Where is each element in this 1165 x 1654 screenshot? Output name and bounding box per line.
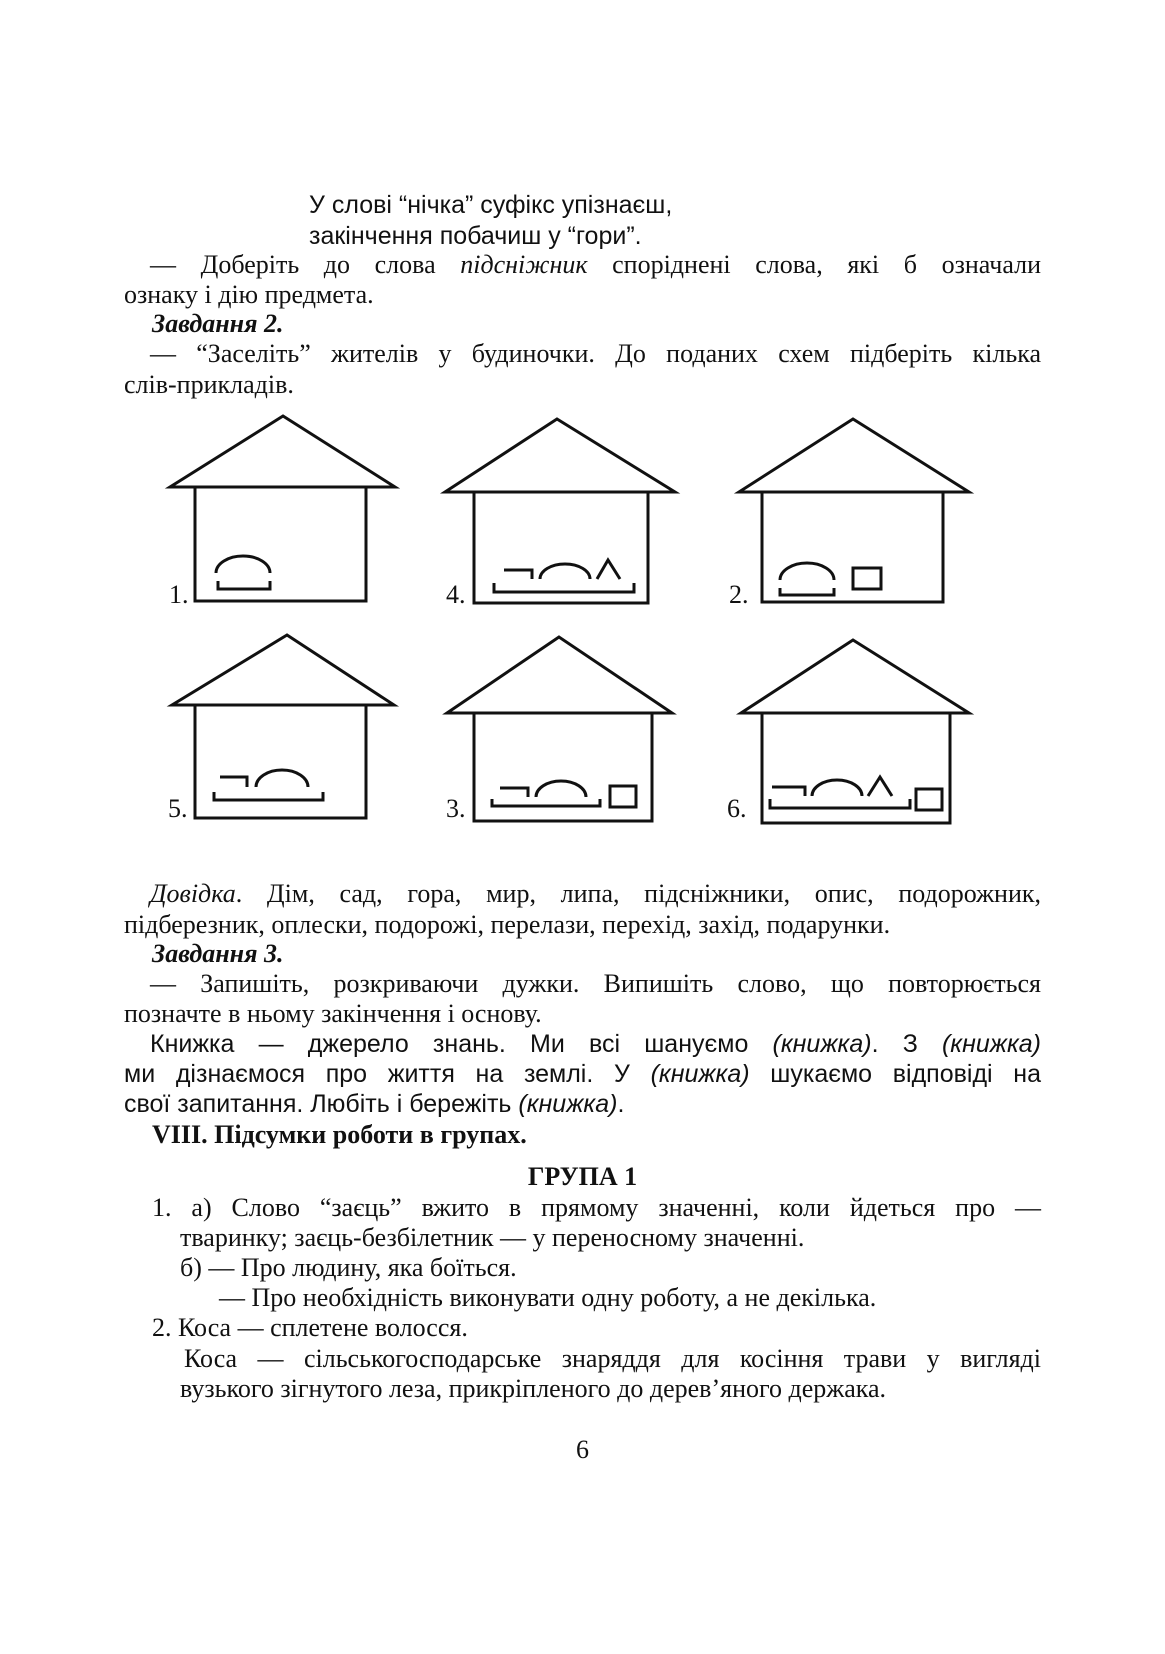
task2-line-2: слів-прикладів. xyxy=(124,370,294,399)
house-2 xyxy=(739,419,969,602)
house-5-number: 5. xyxy=(168,794,188,823)
house-4-number: 4. xyxy=(446,580,466,609)
task2-line-1: — “Заселіть” жителів у будиночки. До поданих схем підберіть кілька xyxy=(150,339,1041,368)
reference-line-1: Довідка. Дім, сад, гора, мир, липа, підсніжники, опис, подорожник, xyxy=(124,879,1041,909)
word-pidsnizhnyk: підсніжник xyxy=(460,250,588,279)
house-3-number: 3. xyxy=(446,794,466,823)
task1-line-2: ознаку і дію предмета. xyxy=(124,280,374,309)
page-number: 6 xyxy=(576,1435,589,1464)
house-5 xyxy=(172,635,394,818)
example-line-1: Книжка — джерело знань. Ми всі шануємо (книжка). З (книжка) xyxy=(150,1030,1042,1058)
example-line-2: ми дізнаємося про життя на землі. У (книжка) шукаємо відповіді на xyxy=(124,1060,1041,1088)
group1-item1-b: б) — Про людину, яка боїться. xyxy=(180,1253,517,1282)
house-1-number: 1. xyxy=(169,580,189,609)
house-6-number: 6. xyxy=(727,794,747,823)
group1-item2-line1: 2. Коса — сплетене волосся. xyxy=(152,1313,468,1342)
poem-line-1: У слові “нічка” суфікс упізнаєш, xyxy=(309,191,673,219)
task3-line-2: позначте в ньому закінчення і основу. xyxy=(124,999,542,1028)
reference-line-2: підберезник, оплески, подорожі, перелази, перехід, захід, подарунки. xyxy=(124,910,891,939)
house-1 xyxy=(170,416,395,601)
group1-item1-line2: тваринку; заєць-безбілетник — у переносному значенні. xyxy=(180,1223,805,1252)
task2-heading: Завдання 2. xyxy=(152,309,284,338)
example-line-3: свої запитання. Любіть і бережіть (книжка). xyxy=(124,1090,625,1118)
reference-label: Довідка xyxy=(150,879,236,908)
house-2-number: 2. xyxy=(729,580,749,609)
group1-item1-line1: 1. а) Слово “заєць” вжито в прямому значенні, коли йдеться про — xyxy=(152,1193,1041,1222)
group1-item2-line2: Коса — сільськогосподарське знаряддя для косіння трави у вигляді xyxy=(184,1344,1041,1373)
task3-heading: Завдання 3. xyxy=(152,939,284,968)
poem-line-2: закінчення побачиш у “гори”. xyxy=(309,222,642,250)
house-3 xyxy=(447,637,672,821)
group1-item1-c: — Про необхідність виконувати одну роботу, а не декілька. xyxy=(219,1283,877,1312)
house-4 xyxy=(445,419,675,603)
task1-line-1: — Доберіть до слова підсніжник споріднені слова, які б означали xyxy=(150,250,1041,279)
group1-title: ГРУПА 1 xyxy=(527,1162,638,1191)
house-6 xyxy=(741,640,969,823)
section8-heading: VIII. Підсумки роботи в групах. xyxy=(152,1120,527,1149)
group1-item2-line3: вузького зігнутого леза, прикріпленого до дерев’яного держака. xyxy=(180,1374,887,1403)
task3-line-1: — Запишіть, розкриваючи дужки. Випишіть слово, що повторюється xyxy=(150,969,1041,998)
